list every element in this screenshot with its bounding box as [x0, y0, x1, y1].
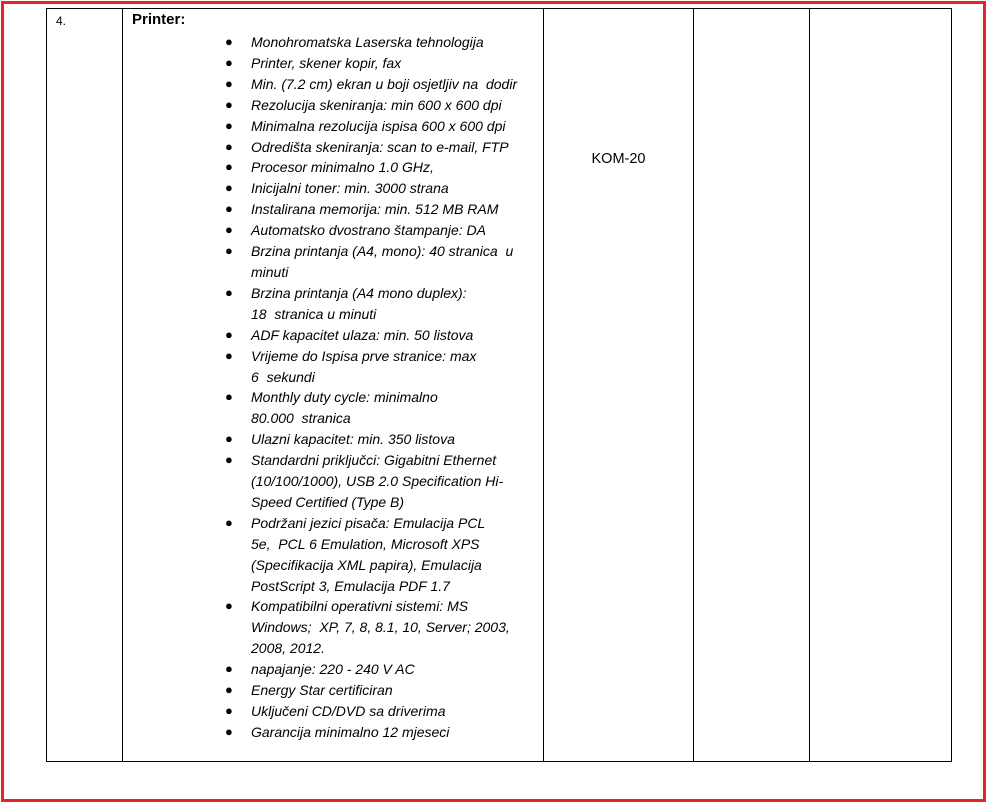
bullet-icon: ● [225, 661, 233, 677]
spec-text: Garancija minimalno 12 mjeseci [251, 723, 450, 740]
spec-list-item [123, 346, 533, 388]
bullet-icon: ● [225, 75, 233, 91]
bullet-icon: ● [225, 96, 233, 112]
bullet-icon: ● [225, 34, 233, 49]
spec-text: Rezolucija skeniranja: min 600 x 600 dpi [251, 96, 502, 113]
spec-list-item [123, 32, 533, 53]
spec-list-item [123, 429, 533, 450]
bullet-icon: ● [225, 159, 233, 175]
bullet-icon: ● [225, 54, 233, 70]
spec-text: Min. (7.2 cm) ekran u boji osjetljiv na dodir [251, 75, 518, 92]
spec-text: Automatsko dvostrano štampanje: DA [251, 222, 487, 239]
spec-list-item [123, 325, 533, 346]
spec-text: Energy Star certificiran [251, 682, 393, 699]
spec-list-item [123, 596, 533, 659]
bullet-icon: ● [225, 723, 233, 739]
spec-text: Kompatibilni operativni sistemi: MS Windows; XP, 7, 8, 8.1, 10, Server; 2003, 2008, 2012. [251, 598, 510, 657]
spec-text: Standardni priključci: Gigabitni Ethernet (10/100/1000), USB 2.0 Specification Hi-Speed Certified (Type B) [251, 452, 504, 510]
spec-text: Odredišta skeniranja: scan to e-mail, FTP [251, 138, 509, 155]
spec-list-item [123, 53, 533, 74]
spec-list-item [123, 387, 533, 429]
description-cell [123, 9, 544, 762]
bullet-icon: ● [225, 284, 233, 300]
item-title: Printer: [132, 11, 186, 28]
empty-cell-total [810, 9, 952, 762]
spec-text: Monohromatska Laserska tehnologija [251, 34, 484, 50]
spec-text: Uključeni CD/DVD sa driverima [251, 703, 446, 719]
unit-value: KOM-20 [591, 151, 646, 167]
bullet-icon: ● [225, 452, 233, 468]
bullet-icon: ● [225, 201, 233, 217]
bullet-icon: ● [225, 682, 233, 698]
spec-text: Brzina printanja (A4, mono): 40 stranica u minuti [251, 243, 514, 280]
row-number-cell [47, 9, 123, 762]
bullet-icon: ● [225, 117, 233, 133]
spec-list-item [123, 241, 533, 283]
spec-text: Printer, skener kopir, fax [251, 54, 402, 71]
spec-list-item [123, 722, 533, 743]
bullet-icon: ● [225, 431, 233, 447]
row-number: 4. [56, 14, 67, 28]
spec-list-item [123, 74, 533, 95]
spec-text: Inicijalni toner: min. 3000 strana [251, 180, 449, 197]
spec-text: Vrijeme do Ispisa prve stranice: max 6 sekundi [251, 347, 477, 385]
bullet-icon: ● [225, 389, 233, 405]
spec-text: Brzina printanja (A4 mono duplex): 18 stranica u minuti [251, 284, 467, 322]
bullet-icon: ● [225, 326, 233, 342]
spec-table [46, 8, 952, 762]
spec-text: Ulazni kapacitet: min. 350 listova [251, 431, 455, 448]
bullet-icon: ● [225, 598, 233, 614]
bullet-icon: ● [225, 243, 233, 259]
spec-list [123, 32, 543, 743]
empty-cell-price [694, 9, 810, 762]
spec-text: Podržani jezici pisača: Emulacija PCL 5e, PCL 6 Emulation, Microsoft XPS (Specifikacija XML papira), Emulacija PostScript 3, Emulacija PDF 1.7 [251, 514, 485, 594]
spec-list-item [123, 178, 533, 199]
spec-list-item [123, 116, 533, 137]
red-highlight-frame [1, 1, 986, 802]
spec-text: napajanje: 220 - 240 V AC [251, 661, 415, 678]
spec-list-item [123, 283, 533, 325]
table-row [47, 9, 952, 762]
spec-text: Monthly duty cycle: minimalno 80.000 stranica [251, 389, 438, 427]
spec-text: Minimalna rezolucija ispisa 600 x 600 dpi [251, 117, 506, 134]
bullet-icon: ● [225, 703, 233, 718]
bullet-icon: ● [225, 180, 233, 196]
bullet-icon: ● [225, 222, 233, 238]
bullet-icon: ● [225, 138, 233, 154]
spec-list-item [123, 701, 533, 722]
spec-text: Instalirana memorija: min. 512 MB RAM [251, 201, 499, 218]
spec-list-item [123, 157, 533, 178]
spec-text: ADF kapacitet ulaza: min. 50 listova [251, 326, 474, 343]
spec-list-item [123, 680, 533, 701]
spec-text: Procesor minimalno 1.0 GHz, [251, 159, 434, 176]
spec-list-item [123, 450, 533, 513]
spec-list-item [123, 199, 533, 220]
spec-list-item [123, 659, 533, 680]
spec-list-item [123, 95, 533, 116]
bullet-icon: ● [225, 514, 233, 530]
spec-list-item [123, 220, 533, 241]
spec-list-item [123, 137, 533, 158]
unit-cell [544, 9, 694, 762]
spec-list-item [123, 513, 533, 597]
bullet-icon: ● [225, 347, 233, 363]
